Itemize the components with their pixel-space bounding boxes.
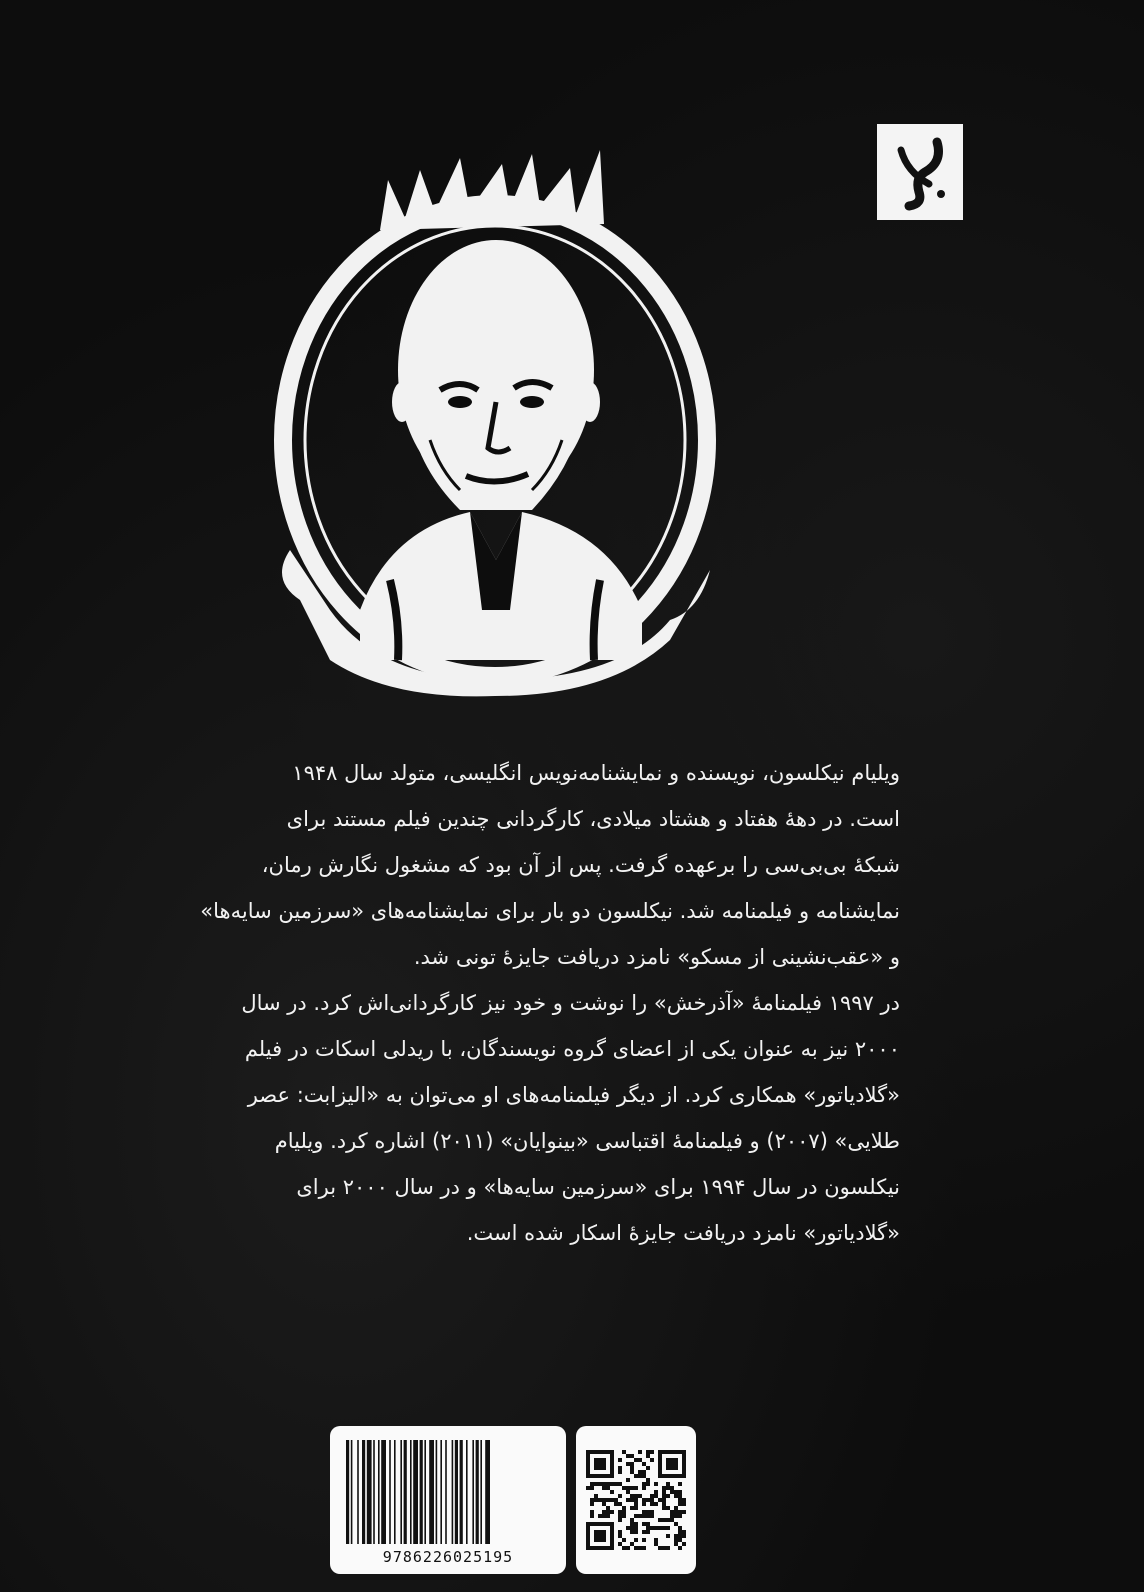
bio-line: شبکۀ بی‌بی‌سی را برعهده گرفت. پس از آن بود که مشغول نگارش رمان، — [261, 853, 900, 877]
author-bio — [160, 750, 900, 1256]
bio-line: ویلیام نیکلسون، نویسنده و نمایشنامه‌نویس انگلیسی، متولد سال ۱۹۴۸ — [292, 761, 900, 785]
bio-line: «گلادیاتور» نامزد دریافت جایزۀ اسکار شده است. — [466, 1221, 900, 1245]
qr-label — [576, 1426, 696, 1574]
bio-line: ۲۰۰۰ نیز به عنوان یکی از اعضای گروه نویسندگان، با ریدلی اسکات در فیلم — [244, 1037, 900, 1061]
bio-line: است. در دهۀ هفتاد و هشتاد میلادی، کارگردانی چندین فیلم مستند برای — [286, 807, 900, 831]
isbn-number: 9786226025195 — [382, 1548, 514, 1566]
barcode-label — [330, 1426, 566, 1574]
bio-line: «گلادیاتور» همکاری کرد. از دیگر فیلمنامه‌های او می‌توان به «الیزابت: عصر — [247, 1083, 900, 1107]
bio-line: طلایی» (۲۰۰۷) و فیلمنامۀ اقتباسی «بینوایان» (۲۰۱۱) اشاره کرد. ویلیام — [274, 1129, 900, 1153]
bio-line: نیکلسون در سال ۱۹۹۴ برای «سرزمین سایه‌ها» و در سال ۲۰۰۰ برای — [296, 1175, 900, 1199]
bio-line: و «عقب‌نشینی از مسکو» نامزد دریافت جایزۀ تونی شد. — [413, 945, 900, 969]
qr-code-icon — [576, 1426, 696, 1574]
portrait-sketch-icon — [270, 140, 720, 700]
bio-line: در ۱۹۹۷ فیلمنامۀ «آذرخش» را نوشت و خود نیز کارگردانی‌اش کرد. در سال — [241, 991, 900, 1015]
bio-line: نمایشنامه و فیلمنامه شد. نیکلسون دو بار برای نمایشنامه‌های «سرزمین سایه‌ها» — [200, 899, 900, 923]
publisher-logo-icon — [877, 124, 963, 220]
